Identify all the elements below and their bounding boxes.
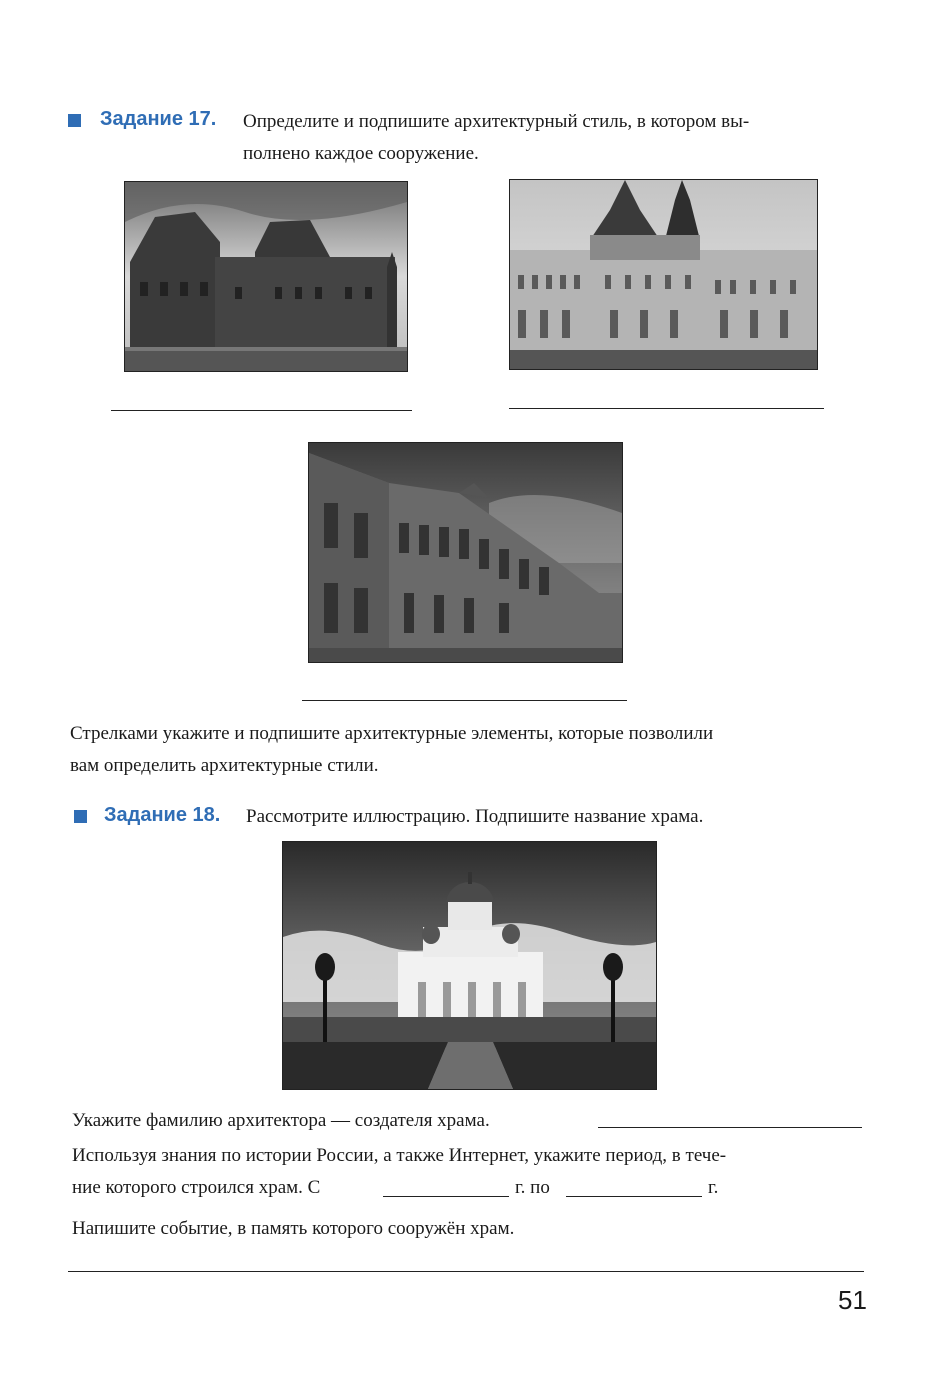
answer-line-event[interactable] — [68, 1271, 864, 1272]
page-number: 51 — [838, 1285, 867, 1315]
photo-building-2 — [509, 179, 818, 370]
question-period-mid: г. по — [515, 1177, 550, 1198]
task-18-text: Рассмотрите иллюстрацию. Подпишите название храма. — [246, 806, 704, 827]
question-period-line1: Используя знания по истории России, а также Интернет, укажите период, в тече- — [72, 1145, 727, 1166]
task-17-marker — [68, 114, 81, 127]
arrows-instruction-line1: Стрелками укажите и подпишите архитектурные элементы, которые позволили — [70, 723, 714, 744]
task-17-label: Задание 17. — [100, 108, 217, 130]
answer-line-style-2[interactable] — [509, 408, 824, 409]
answer-line-style-1[interactable] — [111, 410, 412, 411]
question-period-suffix: г. — [708, 1177, 719, 1198]
task-18-label: Задание 18. — [104, 804, 221, 826]
arrows-instruction-line2: вам определить архитектурные стили. — [70, 755, 379, 776]
task-17-text-line2: полнено каждое сооружение. — [243, 143, 479, 164]
task-18-marker — [74, 810, 87, 823]
answer-line-period-end[interactable] — [566, 1196, 702, 1197]
answer-line-period-start[interactable] — [383, 1196, 509, 1197]
answer-line-style-3[interactable] — [302, 700, 627, 701]
answer-line-architect[interactable] — [598, 1127, 862, 1128]
photo-building-3 — [308, 442, 623, 663]
question-architect: Укажите фамилию архитектора — создателя храма. — [72, 1110, 490, 1131]
question-event: Напишите событие, в память которого сооружён храм. — [72, 1218, 515, 1239]
question-period-prefix: ние которого строился храм. С — [72, 1177, 321, 1198]
task-17-text-line1: Определите и подпишите архитектурный стиль, в котором вы- — [243, 111, 750, 132]
photo-cathedral — [282, 841, 657, 1090]
photo-building-1 — [124, 181, 408, 372]
